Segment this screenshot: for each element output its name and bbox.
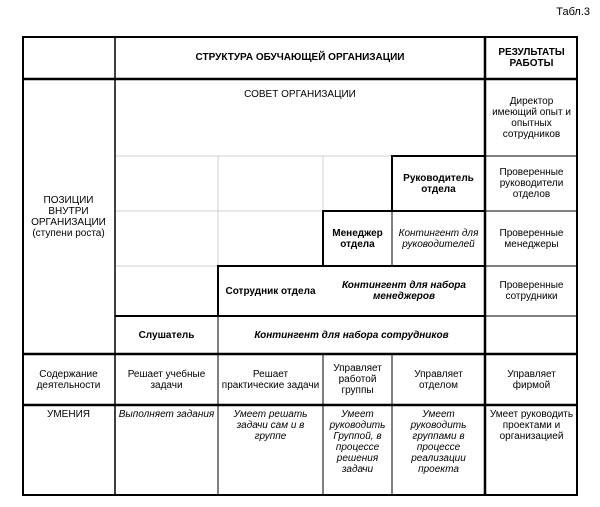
manager-dept-cell: Менеджер отдела bbox=[332, 227, 383, 250]
content-manager: Управляет работой группы bbox=[333, 363, 382, 396]
contingent-managers-cell: Контингент для набора менеджеров bbox=[342, 280, 466, 302]
listener-cell: Слушатель bbox=[138, 329, 195, 341]
employee-dept-cell: Сотрудник отдела bbox=[225, 285, 316, 297]
skill-director: Умеет руководить проектами и организацией bbox=[489, 409, 574, 442]
skill-manager: Умеет руководить Группой, в процессе решения задачи bbox=[329, 409, 386, 475]
table-number-label: Табл.3 bbox=[556, 6, 590, 18]
header-structure: СТРУКТУРА ОБУЧАЮЩЕЙ ОРГАНИЗАЦИИ bbox=[195, 52, 405, 63]
skill-listener: Выполняет задания bbox=[118, 409, 215, 420]
content-listener: Решает учебные задачи bbox=[127, 368, 206, 391]
content-employee: Решает практические задачи bbox=[221, 368, 320, 391]
content-head: Управляет отделом bbox=[414, 368, 463, 391]
skill-employee: Умеет решать задачи сам и в группе bbox=[233, 409, 308, 442]
contingent-employees-cell: Контингент для набора сотрудников bbox=[254, 329, 449, 341]
result-employees: Проверенные сотрудники bbox=[499, 280, 564, 302]
content-label: Содержание деятельности bbox=[36, 368, 101, 391]
head-dept-cell: Руководитель отдела bbox=[403, 172, 474, 195]
structure-table bbox=[22, 36, 578, 496]
positions-label: ПОЗИЦИИ ВНУТРИ ОРГАНИЗАЦИИ (ступени роста) bbox=[31, 194, 106, 239]
result-heads: Проверенные руководители отделов bbox=[499, 167, 564, 200]
content-director: Управляет фирмой bbox=[507, 368, 556, 391]
contingent-heads-cell: Контингент для руководителей bbox=[398, 227, 479, 250]
council-label: СОВЕТ ОРГАНИЗАЦИИ bbox=[244, 89, 356, 100]
skills-label: УМЕНИЯ bbox=[47, 409, 90, 420]
result-director: Директор имеющий опыт и опытных сотрудников bbox=[492, 95, 571, 140]
skill-head: Умеет руководить группами в процессе реализации проекта bbox=[410, 409, 467, 475]
result-managers: Проверенные менеджеры bbox=[499, 227, 564, 250]
header-results: РЕЗУЛЬТАТЫ РАБОТЫ bbox=[498, 46, 565, 69]
